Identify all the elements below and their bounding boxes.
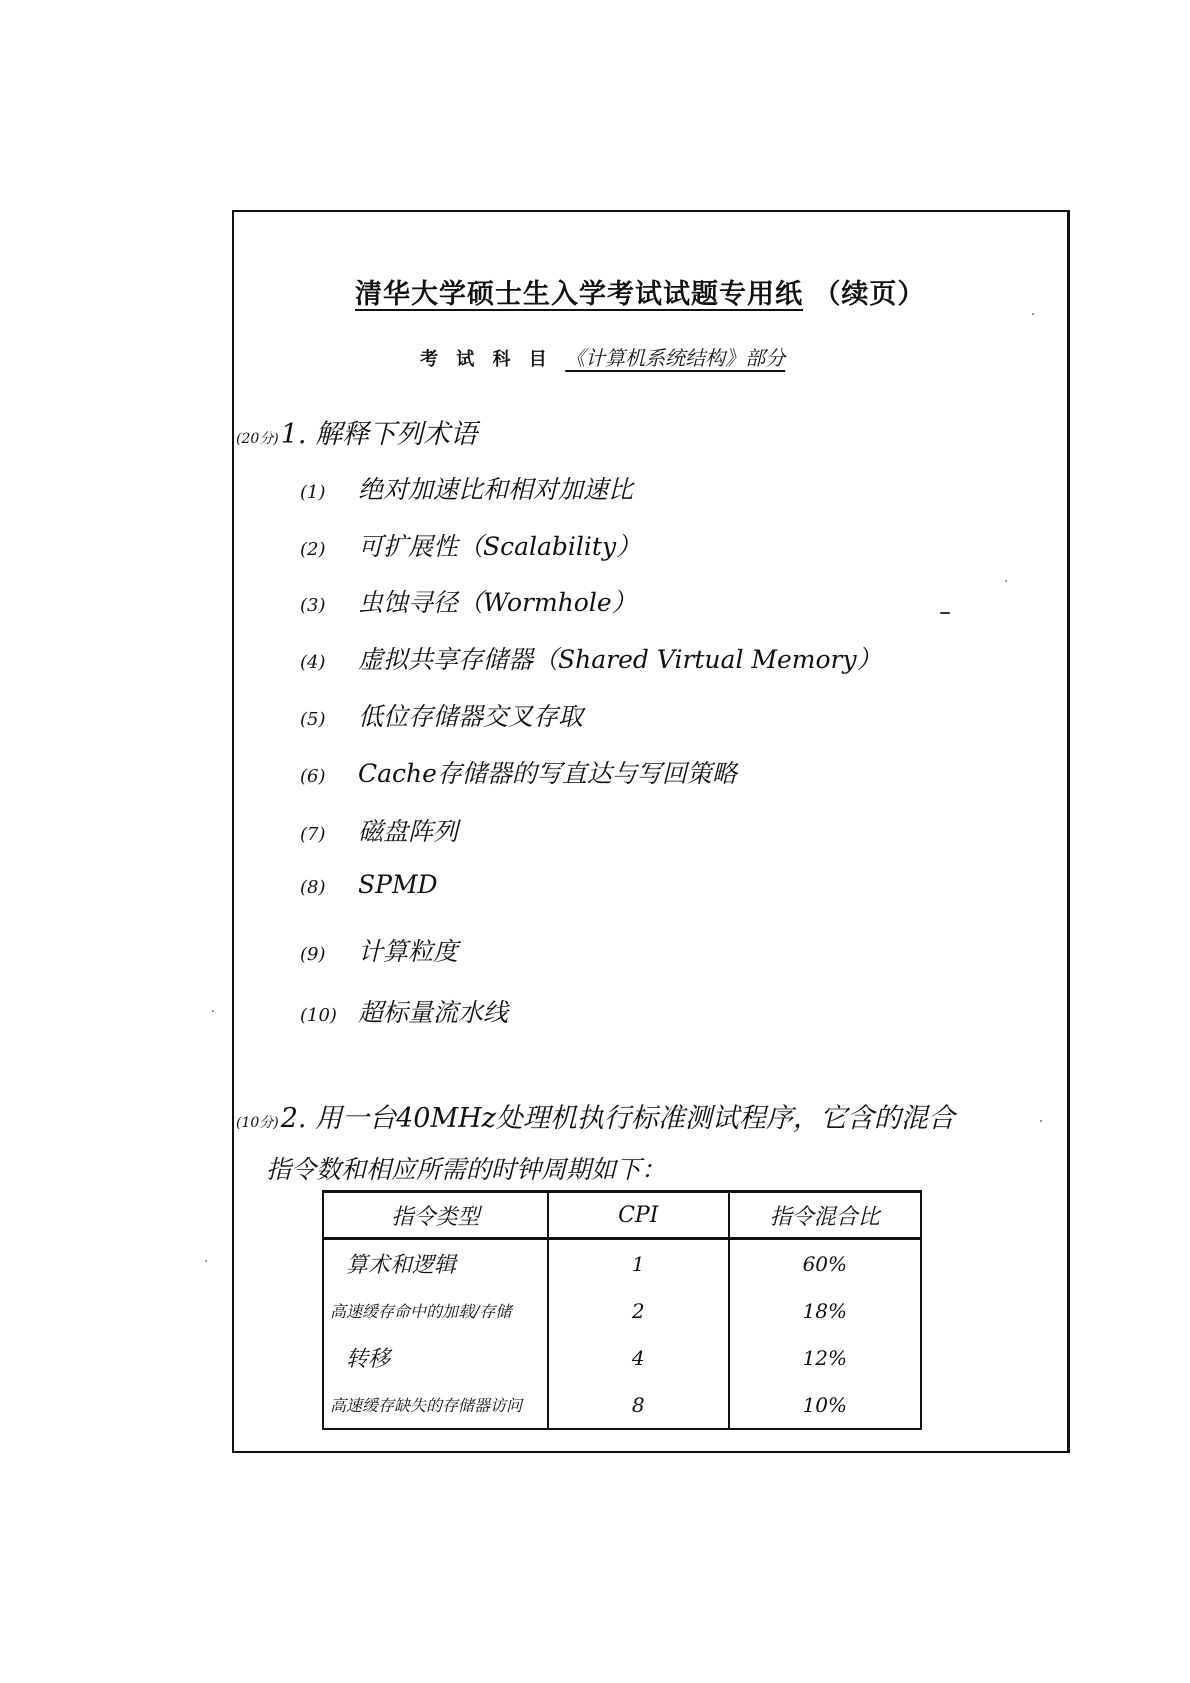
table-row [323,1239,921,1288]
question-1-number: 1. [280,419,307,450]
term-text: SPMD [358,870,438,899]
table-row [323,1334,921,1381]
cell-cpi: 4 [548,1334,729,1381]
question-1-points: (20分) [236,431,279,447]
term-text: 超标量流水线 [358,998,509,1027]
term-number: (10) [300,1005,337,1026]
term-item [300,470,633,506]
term-text: 绝对加速比和相对加速比 [358,475,634,504]
cell-cpi: 8 [548,1381,729,1429]
table-row [323,1381,921,1429]
scan-speck [1040,1120,1042,1122]
term-item [300,870,438,899]
term-item [300,697,583,733]
cell-mix-ratio: 60% [729,1239,921,1288]
term-number: (4) [300,652,326,673]
term-text: 虫蚀寻径（Wormhole） [358,588,637,617]
term-text: Cache存储器的写直达与写回策略 [358,759,737,788]
scan-mark [940,612,950,614]
term-item [300,583,637,619]
term-text: 低位存储器交叉存取 [358,702,584,731]
term-number: (3) [300,595,326,616]
scan-speck [1032,313,1034,315]
university-title: 清华大学硕士生入学考试试题专用纸 [355,279,803,310]
term-number: (2) [300,539,326,560]
term-number: (7) [300,824,326,845]
term-text: 虚拟共享存储器（Shared Virtual Memory） [358,645,882,674]
term-number: (1) [300,482,326,503]
term-item [300,993,508,1029]
term-item [300,640,882,676]
question-2-line1: 用一台40MHz处理机执行标准测试程序，它含的混合 [315,1103,955,1134]
header-cpi: CPI [548,1192,729,1239]
cell-cpi: 1 [548,1239,729,1288]
subject-label: 考 试 科 目 [420,349,553,370]
term-item [300,932,458,968]
cell-instruction-type: 高速缓存命中的加载/存储 [323,1287,548,1334]
instruction-mix-table [322,1190,922,1430]
term-number: (5) [300,709,326,730]
table-header-row [323,1192,921,1239]
scan-speck [205,1260,207,1262]
cell-mix-ratio: 18% [729,1287,921,1334]
question-1-prompt: 解释下列术语 [315,419,478,450]
cell-mix-ratio: 12% [729,1334,921,1381]
scan-speck [1005,580,1007,582]
scan-speck [212,1010,214,1012]
subject-value: 《计算机系统结构》部分 [565,346,786,370]
question-1-heading [236,412,477,451]
term-item [300,754,737,790]
question-2-points: (10分) [236,1115,279,1131]
question-2-heading [236,1096,955,1135]
term-number: (8) [300,877,326,898]
cell-instruction-type: 高速缓存缺失的存储器访问 [323,1381,548,1429]
term-item [300,812,458,848]
subject-line [420,342,785,371]
continued-page-label: （续页） [813,279,926,310]
cell-instruction-type: 算术和逻辑 [323,1239,548,1288]
term-number: (6) [300,766,326,787]
sheet-title [355,272,925,311]
table-row [323,1287,921,1334]
header-mix-ratio: 指令混合比 [729,1192,921,1239]
header-instruction-type: 指令类型 [323,1192,548,1239]
term-text: 磁盘阵列 [358,817,459,846]
cell-cpi: 2 [548,1287,729,1334]
term-text: 可扩展性（Scalability） [358,532,642,561]
question-2-line2: 指令数和相应所需的时钟周期如下： [266,1155,667,1184]
cell-instruction-type: 转移 [323,1334,548,1381]
cell-mix-ratio: 10% [729,1381,921,1429]
term-text: 计算粒度 [358,937,459,966]
question-2-number: 2. [280,1103,307,1134]
term-number: (9) [300,944,326,965]
term-item [300,527,641,563]
